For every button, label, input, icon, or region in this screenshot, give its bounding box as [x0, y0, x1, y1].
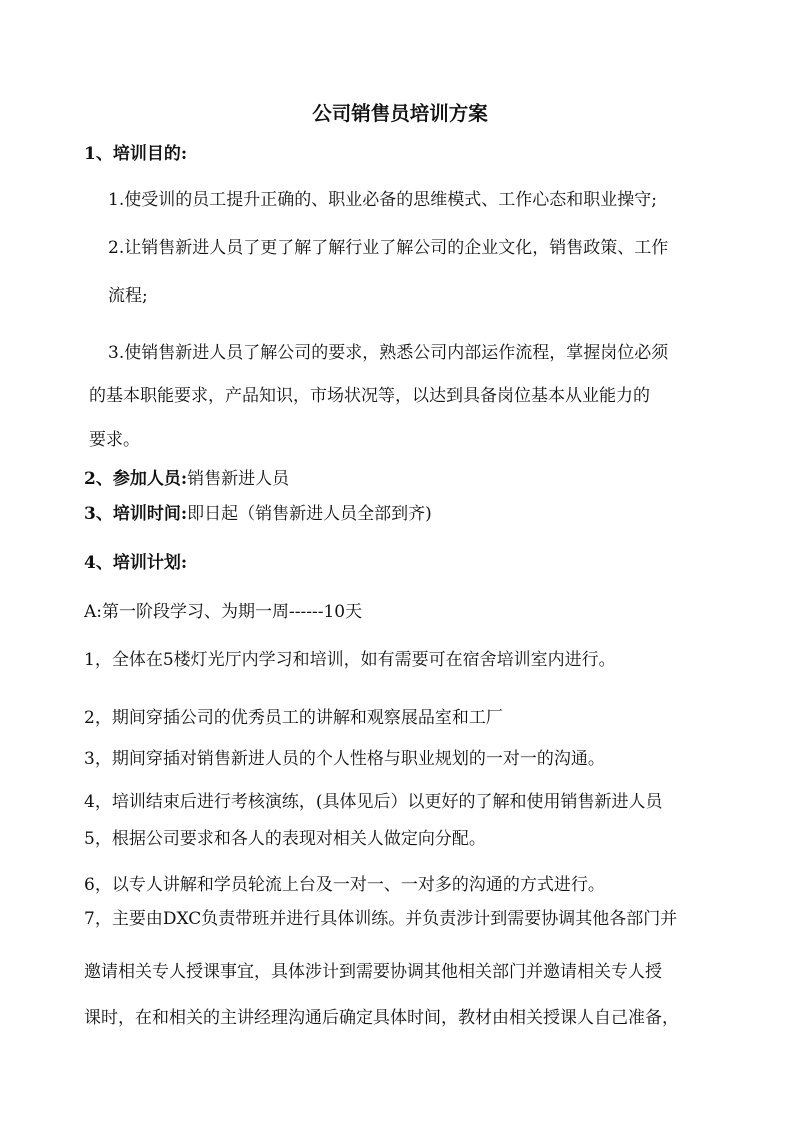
section-2 — [84, 467, 289, 491]
section-3-value: 即日起（销售新进人员全部到齐) — [187, 504, 432, 524]
section-2-label: 2、参加人员: — [84, 469, 188, 489]
plan-item-6: 6，以专人讲解和学员轮流上台及一对一、一对多的沟通的方式进行。 — [84, 875, 605, 895]
plan-item-1: 1，全体在5楼灯光厅内学习和培训，如有需要可在宿舍培训室内进行。 — [84, 650, 616, 670]
plan-item-5: 5，根据公司要求和各人的表现对相关人做定向分配。 — [84, 829, 486, 849]
purpose-item-3-cont-2: 要求。 — [89, 430, 140, 450]
plan-item-7: 7，主要由DXC负责带班并进行具体训练。并负责涉计到需要协调其他各部门并 — [84, 909, 678, 929]
purpose-item-3: 3.使销售新进人员了解公司的要求，熟悉公司内部运作流程，掌握岗位必须 — [108, 343, 669, 363]
plan-item-4: 4，培训结束后进行考核演练，(具体见后）以更好的了解和使用销售新进人员 — [84, 792, 663, 812]
page-title: 公司销售员培训方案 — [312, 102, 488, 125]
section-2-value: 销售新进人员 — [187, 469, 290, 489]
section-3-label: 3、培训时间: — [84, 504, 188, 524]
plan-item-7-cont-2: 课时，在和相关的主讲经理沟通后确定具体时间，教材由相关授课人自己准备， — [84, 1008, 679, 1028]
plan-item-7-cont-1: 邀请相关专人授课事宜，具体涉计到需要协调其他相关部门并邀请相关专人授 — [84, 962, 662, 982]
purpose-item-1: 1.使受训的员工提升正确的、职业必备的思维模式、工作心态和职业操守; — [108, 190, 657, 210]
section-3 — [84, 502, 432, 526]
section-1-heading: 1、培训目的: — [84, 144, 188, 164]
plan-item-3: 3，期间穿插对销售新进人员的个人性格与职业规划的一对一的沟通。 — [84, 749, 605, 769]
plan-phase-a: A:第一阶段学习、为期一周------10天 — [84, 602, 363, 622]
purpose-item-2: 2.让销售新进人员了更了解了解行业了解公司的企业文化，销售政策、工作 — [108, 238, 669, 258]
purpose-item-2-cont: 流程; — [108, 286, 148, 306]
plan-item-2: 2，期间穿插公司的优秀员工的讲解和观察展品室和工厂 — [84, 708, 503, 728]
purpose-item-3-cont-1: 的基本职能要求，产品知识，市场状况等，以达到具备岗位基本从业能力的 — [89, 386, 650, 406]
section-4-heading: 4、培训计划: — [84, 553, 188, 573]
